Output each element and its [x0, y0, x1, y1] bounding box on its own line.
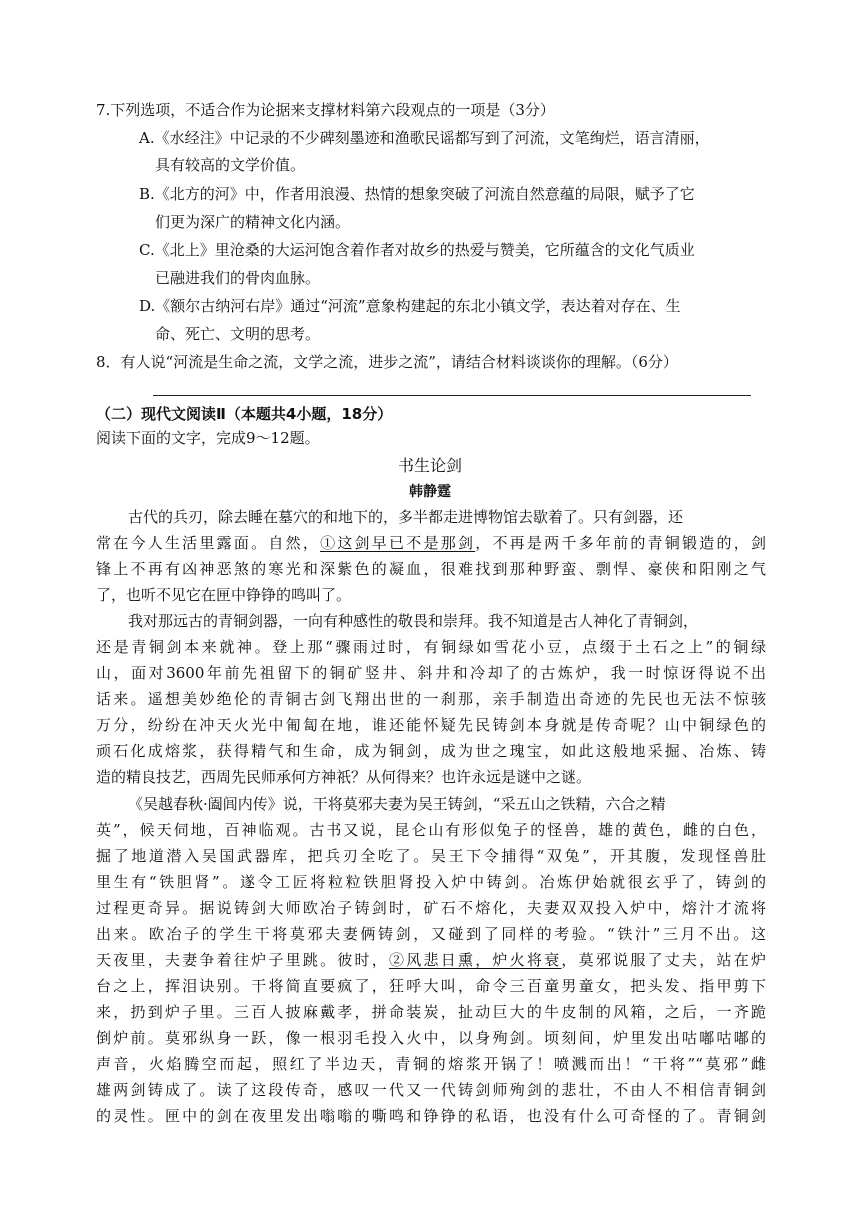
question-7-stem: 7.下列选项，不适合作为论据来支撑材料第六段观点的一项是（3分）: [96, 101, 555, 119]
paragraph-3-line: 出来。欧冶子的学生干将莫邪夫妻俩铸剑，又碰到了同样的考验。“铁汁”三月不出。这: [96, 925, 766, 943]
answer-line: [153, 395, 751, 396]
paragraph-3-line: [96, 950, 766, 970]
paragraph-3-line: 里生有“铁胆肾”。遂令工匠将粒粒铁胆肾投入炉中铸剑。冶炼伊始就很玄乎了，铸剑的: [96, 873, 766, 891]
paragraph-3-line: 雄两剑铸成了。读了这段传奇，感叹一代又一代铸剑师殉剑的悲壮，不由人不相信青铜剑: [96, 1081, 766, 1099]
paragraph-3-line: 来，扔到炉子里。三百人披麻戴孝，拼命装炭，扯动巨大的牛皮制的风箱，之后，一齐跪: [96, 1003, 766, 1021]
option-d-line-2: 命、死亡、文明的思考。: [155, 325, 321, 343]
option-b-line-2: 们更为深广的精神文化内涵。: [155, 213, 351, 231]
section-instruction: 阅读下面的文字，完成9～12题。: [96, 429, 320, 447]
article-title: 书生论剑: [397, 456, 462, 475]
option-c-line-1: C.《北上》里沧桑的大运河饱含着作者对故乡的热爱与赞美，它所蕴含的文化气质业: [139, 241, 695, 259]
paragraph-1-line: 锋上不再有凶神恶煞的寒光和深紫色的凝血，很难找到那种野蛮、剽悍、豪侠和阳刚之气: [96, 560, 766, 578]
paragraph-3-line: 声音，火焰腾空而起，照红了半边天，青铜的熔浆开锅了！喷溅而出！“干将”“莫邪”雌: [96, 1055, 766, 1073]
paragraph-text: ，莫邪说服了丈夫，站在炉: [561, 951, 766, 969]
paragraph-2-line: 我对那远古的青铜剑器，一向有种感性的敬畏和崇拜。我不知道是古人神化了青铜剑，: [128, 612, 699, 630]
underlined-phrase-1: ①这剑早已不是那剑: [320, 534, 476, 552]
option-a-line-2: 具有较高的文学价值。: [155, 156, 306, 174]
paragraph-1-line: [96, 533, 766, 553]
paragraph-2-line: 顽石化成熔浆，获得精气和生命，成为铜剑，成为世之瑰宝，如此这般地采掘、冶炼、铸: [96, 742, 766, 760]
paragraph-text: 常在今人生活里露面。自然，: [96, 534, 321, 552]
underlined-phrase-2: ②风悲日熏，炉火将衰: [389, 951, 562, 969]
paragraph-2-line: 还是青铜剑本来就神。登上那“骤雨过时，有铜绿如雪花小豆，点缀于土石之上”的铜绿: [96, 638, 766, 656]
paragraph-1-line: 了，也听不见它在匣中铮铮的鸣叫了。: [96, 586, 352, 604]
paragraph-3-line: 台之上，挥泪诀别。干将简直要疯了，狂呼大叫，命令三百童男童女，把头发、指甲剪下: [96, 977, 766, 995]
section-heading: （二）现代文阅读Ⅱ（本题共4小题，18分）: [96, 405, 393, 423]
paragraph-2-line: 万分，纷纷在冲天火光中匍匐在地，谁还能怀疑先民铸剑本身就是传奇呢？山中铜绿色的: [96, 716, 766, 734]
option-d-line-1: D.《额尔古纳河右岸》通过“河流”意象构建起的东北小镇文学，表达着对存在、生: [139, 297, 681, 315]
question-8-stem: 8．有人说“河流是生命之流，文学之流，进步之流”，请结合材料谈谈你的理解。（6分）: [96, 353, 678, 371]
paragraph-3-line: 《吴越春秋·阖闾内传》说，干将莫邪夫妻为吴王铸剑，“采五山之铁精，六合之精: [128, 795, 666, 813]
paragraph-3-line: 的灵性。匣中的剑在夜里发出嗡嗡的嘶鸣和铮铮的私语，也没有什么可奇怪的了。青铜剑: [96, 1107, 766, 1125]
paragraph-1-line: 古代的兵刃，除去睡在墓穴的和地下的，多半都走进博物馆去歇着了。只有剑器，还: [128, 508, 684, 526]
option-a-line-1: A.《水经注》中记录的不少碑刻墨迹和渔歌民谣都写到了河流，文笔绚烂，语言清丽，: [139, 129, 710, 147]
paragraph-text: 天夜里，夫妻争着往炉子里跳。彼时，: [96, 951, 390, 969]
paragraph-2-line: 造的精良技艺，西周先民师承何方神祇？从何得来？也许永远是谜中之谜。: [96, 768, 592, 786]
paragraph-text: ，不再是两千多年前的青铜锻造的，剑: [475, 534, 766, 552]
article-author: 韩静霆: [409, 484, 451, 500]
paragraph-2-line: 话来。遥想美妙绝伦的青铜古剑飞翔出世的一刹那，亲手制造出奇迹的先民也无法不惊骇: [96, 690, 766, 708]
paragraph-3-line: 过程更奇异。据说铸剑大师欧冶子铸剑时，矿石不熔化，夫妻双双投入炉中，熔汁才流将: [96, 899, 766, 917]
paragraph-2-line: 山，面对3600年前先祖留下的铜矿竖井、斜井和冷却了的古炼炉，我一时惊讶得说不出: [96, 664, 766, 682]
paragraph-3-line: 掘了地道潜入吴国武器库，把兵刃全吃了。吴王下令捕得“双兔”，开其腹，发现怪兽肚: [96, 847, 766, 865]
paragraph-3-line: 英”，候天伺地，百神临观。古书又说，昆仑山有形似兔子的怪兽，雄的黄色，雌的白色，: [96, 821, 766, 839]
option-b-line-1: B.《北方的河》中，作者用浪漫、热情的想象突破了河流自然意蕴的局限，赋予了它: [139, 185, 695, 203]
option-c-line-2: 已融进我们的骨肉血脉。: [155, 269, 321, 287]
paragraph-3-line: 倒炉前。莫邪纵身一跃，像一根羽毛投入火中，以身殉剑。顷刻间，炉里发出咕嘟咕嘟的: [96, 1029, 766, 1047]
